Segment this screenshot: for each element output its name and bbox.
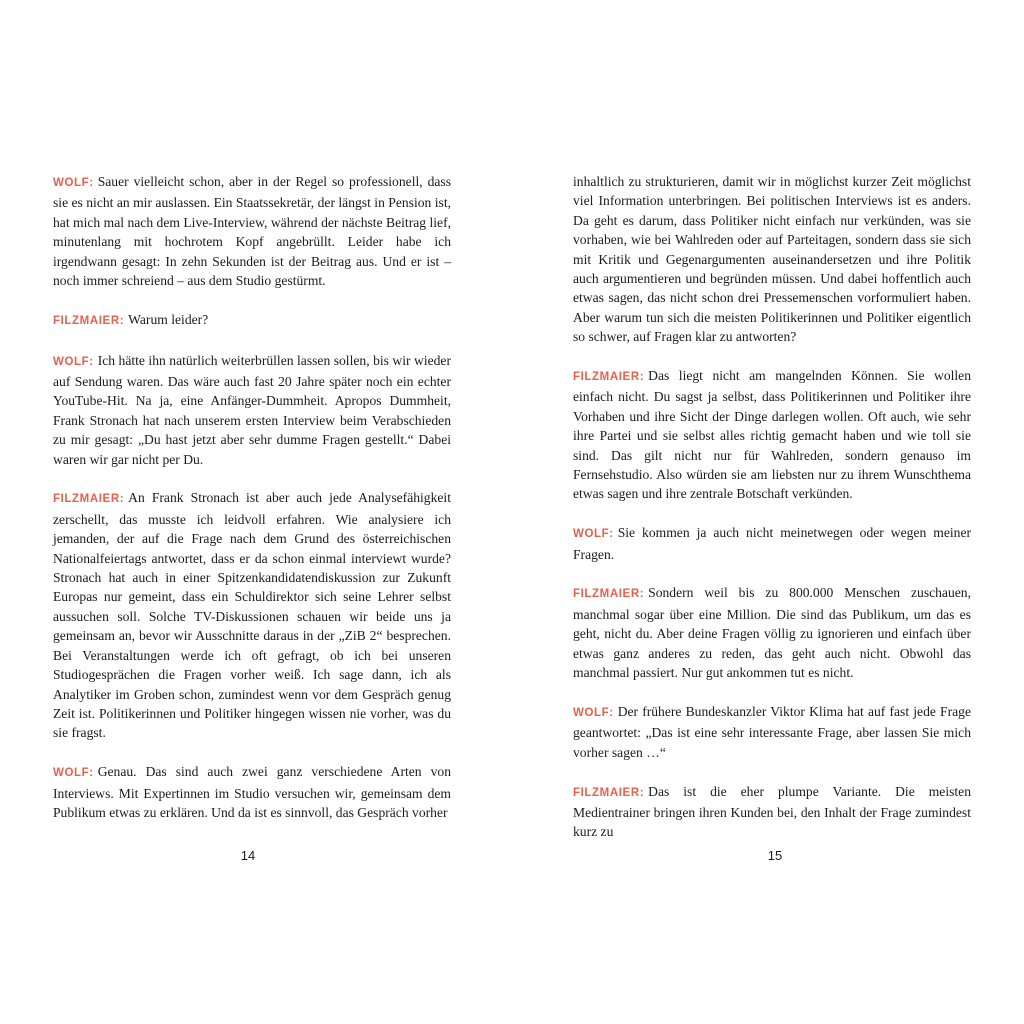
paragraph-text: Das ist die eher plumpe Variante. Die meisten Medientrainer bringen ihren Kunden bei, den Inhalt der Frage zumindest kurz zu xyxy=(573,783,971,840)
paragraph xyxy=(53,488,451,742)
speaker-label: FILZMAIER: xyxy=(573,588,645,601)
paragraph-text: Warum leider? xyxy=(128,311,209,327)
paragraph-text: Sondern weil bis zu 800.000 Menschen zuschauen, manchmal sogar über eine Million. Die sind das Publikum, um das es geht, nicht du. Aber deine Fragen völlig zu ignorieren und einfach über etwas ganz anderes zu reden, das geht auch nicht. Obwohl das manchmal passiert. Nur gut ankommen tut es nicht. xyxy=(573,585,971,681)
speaker-label: FILZMAIER: xyxy=(573,786,645,799)
paragraph xyxy=(53,172,451,290)
paragraph-text: inhaltlich zu strukturieren, damit wir in möglichst kurzer Zeit möglichst viel Information unterbringen. Bei politischen Interviews ist es anders. Da geht es darum, dass Politiker nicht einfach nur verkünden, was sie vorhaben, wie bei Wahlreden oder auf Parteitagen, sondern dass sie sich mit Kritik und Gegenargumenten auseinandersetzen und ihre Politik auch argumentieren und begründen müssen. Und dabei hoffentlich auch etwas sagen, das nicht schon drei Pressemenschen vorformuliert haben. Aber warum tun sich die meisten Politikerinnen und Politiker eigentlich so schwer, auf Fragen klar zu antworten? xyxy=(573,174,971,345)
paragraph-text: Das liegt nicht am mangelnden Können. Sie wollen einfach nicht. Du sagst ja selbst, dass Politikerinnen und Politiker ihre Vorhaben und ihre Sicht der Dinge darlegen wollen. Oft auch, wie sehr ihre Partei und sie selbst alles richtig gemacht haben und wie toll sie sind. Das gilt nicht nur für Wahlreden, sondern genauso im Fernsehstudio. Also würden sie am liebsten nur zu ihrem Wunschthema etwas sagen und ihre zentrale Botschaft verkünden. xyxy=(573,368,971,502)
paragraph xyxy=(573,782,971,842)
speaker-label: FILZMAIER: xyxy=(53,493,125,506)
right-page xyxy=(573,172,971,861)
paragraph xyxy=(573,523,971,564)
paragraph-text: Ich hätte ihn natürlich weiterbrüllen lassen sollen, bis wir wieder auf Sendung waren. Das wäre auch fast 20 Jahre später noch ein echter YouTube-Hit. Na ja, eine Anfänger-Dummheit. Apropos Dummheit, Frank Stronach hat nach unserem ersten Interview beim Verabschieden zu mir gesagt: „Du hast jetzt aber sehr dumme Fragen gestellt.“ Dabei waren wir gar nicht per Du. xyxy=(53,352,451,467)
speaker-label: WOLF: xyxy=(573,706,614,719)
speaker-label: FILZMAIER: xyxy=(573,371,645,384)
speaker-label: WOLF: xyxy=(53,355,94,368)
page-number-right: 15 xyxy=(767,848,783,863)
left-page xyxy=(53,172,451,842)
paragraph xyxy=(573,702,971,762)
paragraph-text: Sauer vielleicht schon, aber in der Regel so professionell, dass sie es nicht an mir auslassen. Ein Staatssekretär, der längst in Pension ist, hat mich mal nach dem Live-Interview, während der nächste Beitrag lief, minutenlang mit hochrotem Kopf angebrüllt. Leider habe ich irgendwann gesagt: In zehn Sekunden ist der Beitrag aus. Und er ist – noch immer schreiend – aus dem Studio gestürmt. xyxy=(53,174,451,289)
paragraph-text: Der frühere Bundeskanzler Viktor Klima hat auf fast jede Frage geantwortet: „Das ist eine sehr interessante Frage, aber lassen Sie mich vorher sagen …“ xyxy=(573,703,971,760)
speaker-label: WOLF: xyxy=(53,767,94,780)
paragraph xyxy=(573,583,971,682)
page-number-left: 14 xyxy=(240,848,256,863)
speaker-label: WOLF: xyxy=(53,177,94,189)
speaker-label: WOLF: xyxy=(573,528,614,541)
speaker-label: FILZMAIER: xyxy=(53,314,125,327)
paragraph-text: Genau. Das sind auch zwei ganz verschiedene Arten von Interviews. Mit Expertinnen im Studio versuchen wir, gemeinsam dem Publikum etwas zu erklären. Und da ist es sinnvoll, das Gespräch vorher xyxy=(53,764,451,820)
paragraph xyxy=(53,762,451,822)
paragraph xyxy=(573,172,971,347)
paragraph xyxy=(573,366,971,504)
paragraph xyxy=(53,351,451,469)
paragraph xyxy=(53,310,451,331)
paragraph-text: Sie kommen ja auch nicht meinetwegen oder wegen meiner Fragen. xyxy=(573,525,971,562)
paragraph-text: An Frank Stronach ist aber auch jede Analysefähigkeit zerschellt, das musste ich leidvoll erfahren. Wie analysiere ich jemanden, der auf die Frage nach dem Grund des österreichischen Nationalfeiertags antwortet, dass er da schon einmal interviewt wurde? Stronach hat auch in einer Spitzenkandidatendiskussion zur Zukunft Europas nur gemeint, dass ein Schuldirektor sich seine Lehrer selbst aussuchen soll. Solche TV-Diskussionen schauen wir beide uns ja gemeinsam an, bevor wir Ausschnitte daraus in der „ZiB 2“ besprechen. Bei Veranstaltungen werde ich oft gefragt, ob ich bei unseren Studiogesprächen die Fragen vorher weiß. Ich sage dann, ich als Analytiker im Groben schon, zumindest wenn vor dem Gespräch genug Zeit ist. Politikerinnen und Politiker hingegen wissen nie vorher, was du sie fragst. xyxy=(53,490,451,741)
